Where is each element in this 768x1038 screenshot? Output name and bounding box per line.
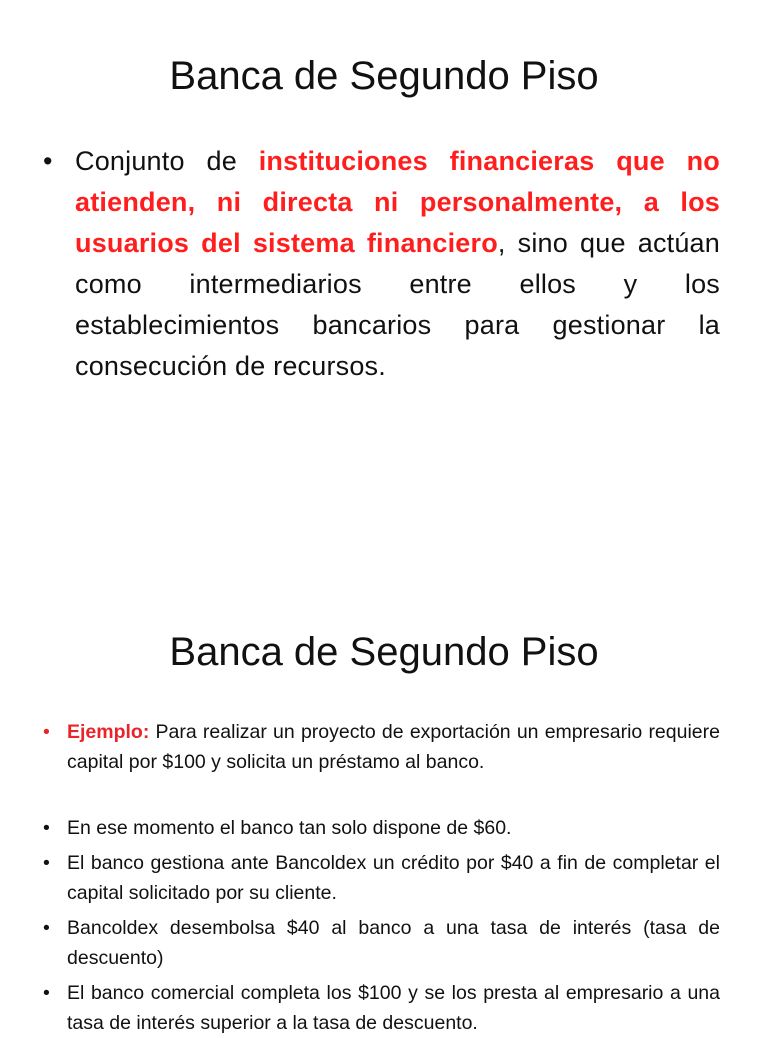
bullet-dot-icon: • xyxy=(43,852,50,874)
slide-1-bullet-list xyxy=(43,141,720,387)
example-bullet xyxy=(43,717,720,777)
list-item-text: Bancoldex desembolsa $40 al banco a una tasa de interés (tasa de descuento) xyxy=(67,917,720,969)
slide-1-bullet xyxy=(43,141,720,387)
bullet-dot-icon: • xyxy=(43,982,50,1004)
bullet-dot-icon: • xyxy=(43,917,50,939)
list-item xyxy=(43,813,720,843)
example-text: Para realizar un proyecto de exportación un empresario requiere capital por $100 y solicita un préstamo al banco. xyxy=(67,721,720,773)
slide-2-title: Banca de Segundo Piso xyxy=(169,630,599,674)
list-item-text: En ese momento el banco tan solo dispone de $60. xyxy=(67,817,512,839)
list-item-text: El banco comercial completa los $100 y se los presta al empresario a una tasa de interés superior a la tasa de descuento. xyxy=(67,982,720,1034)
bullet-dot-icon: • xyxy=(43,817,50,839)
bullet-lead-text: Conjunto de xyxy=(75,146,259,176)
slide-1-title: Banca de Segundo Piso xyxy=(169,54,599,98)
bullet-dot-icon: • xyxy=(43,721,50,743)
list-item xyxy=(43,978,720,1038)
list-item xyxy=(43,848,720,908)
bullet-dot-icon: • xyxy=(43,146,53,176)
example-label: Ejemplo: xyxy=(67,721,150,743)
list-item xyxy=(43,913,720,973)
bullet-rest-text: , sino que actúan como intermediarios entre ellos y los establecimientos bancarios para gestionar la consecución de recursos. xyxy=(75,228,720,381)
list-item-text: El banco gestiona ante Bancoldex un crédito por $40 a fin de completar el capital solicitado por su cliente. xyxy=(67,852,720,904)
bullet-highlight-text: instituciones financieras que no atienden, ni directa ni personalmente, a los usuarios del sistema financiero xyxy=(75,146,720,258)
slide-2-bullet-list xyxy=(43,717,720,1038)
